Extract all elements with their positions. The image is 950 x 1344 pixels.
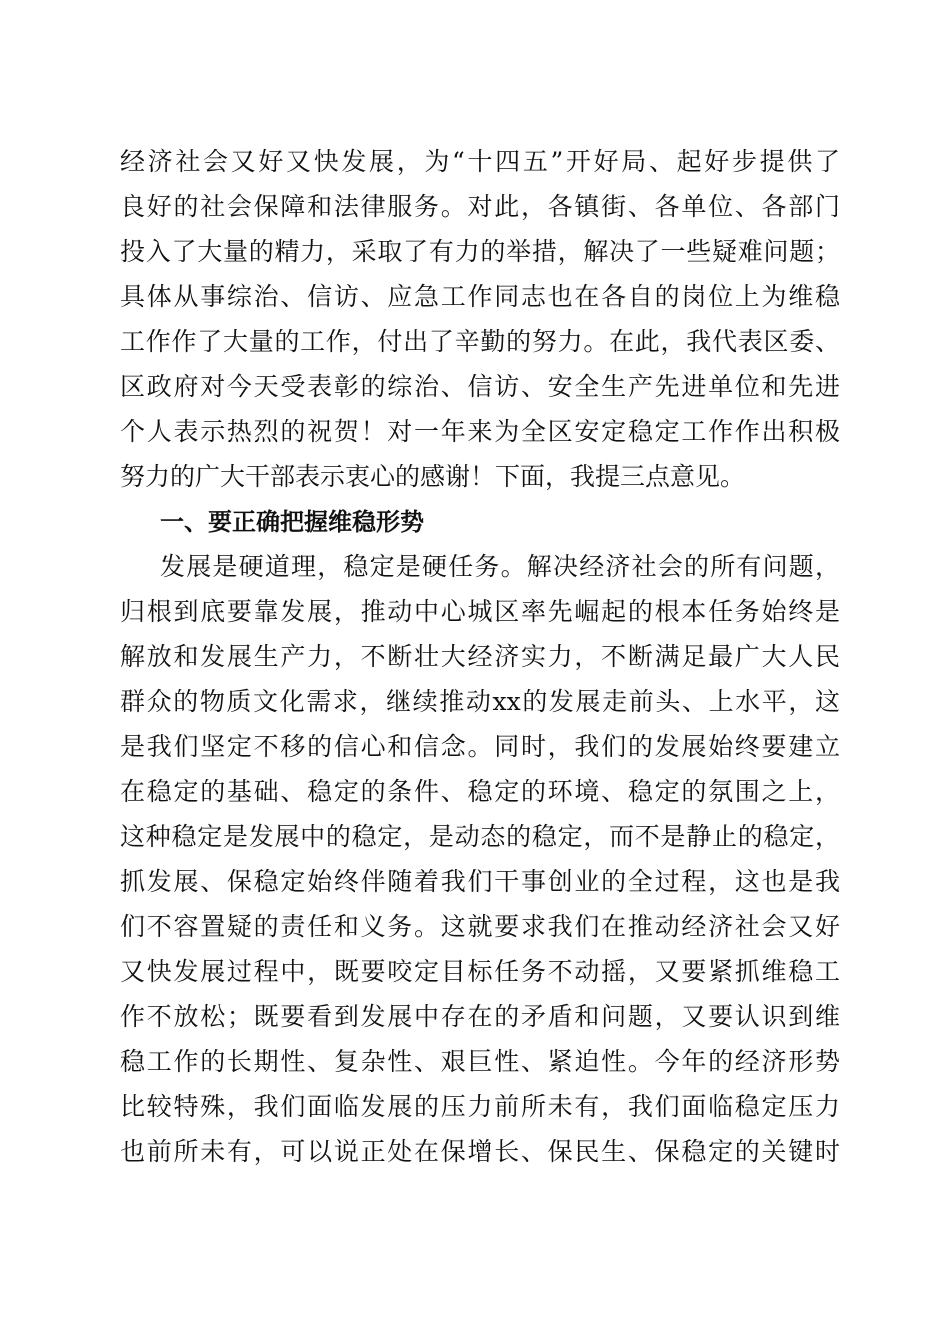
section-heading: 一、要正确把握维稳形势: [160, 508, 424, 536]
paragraph-line: 这种稳定是发展中的稳定，是动态的稳定，而不是静止的稳定，: [120, 822, 840, 851]
paragraph-line: 发展是硬道理，稳定是硬任务。解决经济社会的所有问题，: [160, 552, 840, 581]
paragraph-line: 工作作了大量的工作，付出了辛勤的努力。在此，我代表区委、: [120, 327, 840, 356]
paragraph-line: 在稳定的基础、稳定的条件、稳定的环境、稳定的氛围之上，: [120, 777, 840, 806]
paragraph-line: 投入了大量的精力，采取了有力的举措，解决了一些疑难问题；: [120, 237, 840, 266]
paragraph-line: 区政府对今天受表彰的综治、信访、安全生产先进单位和先进: [120, 372, 840, 401]
paragraph-line: 作不放松；既要看到发展中存在的矛盾和问题，又要认识到维: [120, 1002, 840, 1031]
paragraph-line: 是我们坚定不移的信心和信念。同时，我们的发展始终要建立: [120, 732, 840, 761]
paragraph-line: 具体从事综治、信访、应急工作同志也在各自的岗位上为维稳: [120, 282, 840, 311]
paragraph-line: 抓发展、保稳定始终伴随着我们干事创业的全过程，这也是我: [120, 867, 840, 896]
paragraph-line: 比较特殊，我们面临发展的压力前所未有，我们面临稳定压力: [120, 1092, 840, 1121]
paragraph-line: 又快发展过程中，既要咬定目标任务不动摇，又要紧抓维稳工: [120, 957, 840, 986]
paragraph-line: 群众的物质文化需求，继续推动xx的发展走前头、上水平，这: [120, 687, 840, 716]
paragraph-line: 们不容置疑的责任和义务。这就要求我们在推动经济社会又好: [120, 912, 840, 941]
paragraph-line: 稳工作的长期性、复杂性、艰巨性、紧迫性。今年的经济形势: [120, 1047, 840, 1076]
paragraph-line: 解放和发展生产力，不断壮大经济实力，不断满足最广大人民: [120, 642, 840, 671]
paragraph-line: 努力的广大干部表示衷心的感谢！下面，我提三点意见。: [120, 462, 746, 491]
paragraph-line: 经济社会又好又快发展，为“十四五”开好局、起好步提供了: [120, 147, 840, 176]
paragraph-line: 归根到底要靠发展，推动中心城区率先崛起的根本任务始终是: [120, 597, 840, 626]
paragraph-line: 个人表示热烈的祝贺！对一年来为全区安定稳定工作作出积极: [120, 417, 840, 446]
paragraph-line: 良好的社会保障和法律服务。对此，各镇街、各单位、各部门: [120, 192, 840, 221]
paragraph-line: 也前所未有，可以说正处在保增长、保民生、保稳定的关键时: [120, 1137, 840, 1166]
